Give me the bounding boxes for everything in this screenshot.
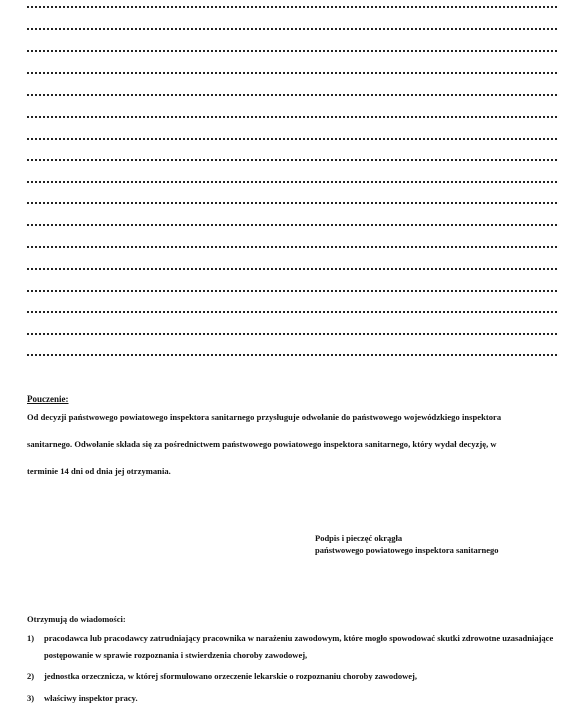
notice-line: Od decyzji państwowego powiatowego inspektora sanitarnego przysługuje odwołanie do państwowego wojewódzkiego inspektora xyxy=(27,412,502,422)
dotted-line xyxy=(27,311,557,313)
signature-line-1: Podpis i pieczęć okrągła xyxy=(315,533,403,543)
dotted-line xyxy=(27,6,557,8)
dotted-line xyxy=(27,333,557,335)
recipient-text: właściwy inspektor pracy. xyxy=(44,693,138,703)
dotted-line xyxy=(27,290,557,292)
recipient-item xyxy=(27,692,557,704)
recipients-title: Otrzymują do wiadomości: xyxy=(27,614,126,624)
signature-line-2: państwowego powiatowego inspektora sanitarnego xyxy=(315,545,499,555)
dotted-line xyxy=(27,116,557,118)
dotted-line xyxy=(27,268,557,270)
notice-line: terminie 14 dni od dnia jej otrzymania. xyxy=(27,466,171,476)
recipient-number: 3) xyxy=(27,693,35,703)
recipient-text: pracodawca lub pracodawcy zatrudniający pracownika w narażeniu zawodowym, które mogło spowodować skutki zdrowotne uzasadniające postępowanie w sprawie rozpoznania i stwierdzenia choroby zawodowej, xyxy=(44,633,554,660)
dotted-line xyxy=(27,202,557,204)
dotted-line xyxy=(27,246,557,248)
signature-block xyxy=(315,532,498,556)
recipient-number: 1) xyxy=(27,633,35,643)
recipient-text: jednostka orzecznicza, w której sformułowano orzeczenie lekarskie o rozpoznaniu choroby zawodowej, xyxy=(44,671,417,681)
dotted-line xyxy=(27,28,557,30)
dotted-line xyxy=(27,138,557,140)
recipient-number: 2) xyxy=(27,671,35,681)
notice-body xyxy=(27,404,562,485)
notice-title: Pouczenie: xyxy=(27,394,69,404)
dotted-line xyxy=(27,50,557,52)
recipients-list xyxy=(27,630,557,704)
recipient-item xyxy=(27,670,557,682)
dotted-line xyxy=(27,94,557,96)
notice-line: sanitarnego. Odwołanie składa się za pośrednictwem państwowego powiatowego inspektora sanitarnego, który wydał decyzję, w xyxy=(27,439,497,449)
recipient-item xyxy=(27,630,557,664)
dotted-line xyxy=(27,224,557,226)
dotted-line xyxy=(27,159,557,161)
dotted-line xyxy=(27,181,557,183)
dotted-line xyxy=(27,72,557,74)
dotted-line xyxy=(27,354,557,356)
